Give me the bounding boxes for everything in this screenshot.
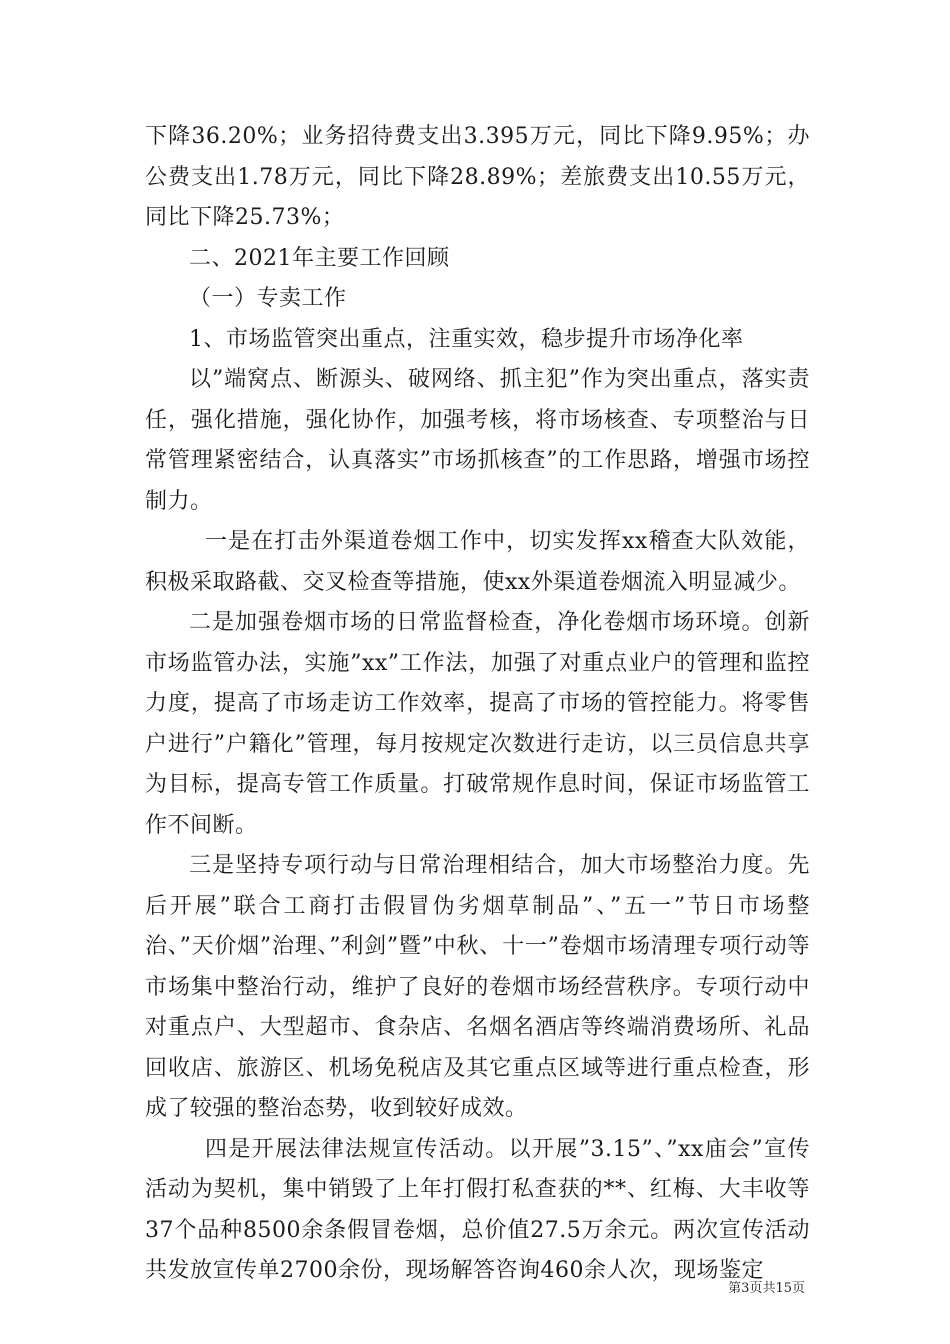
item-heading-market-supervision: 1、市场监管突出重点，注重实效，稳步提升市场净化率 (189, 326, 744, 352)
paragraph-point-four: 四是开展法律法规宣传活动。以开展”3.15”、”xx庙会”宣传活动为契机，集中销毁了上年打假打私查获的**、红梅、大丰收等37个品种8500余条假冒卷烟，总价值27.5万余元。两次宣传活动共发放宣传单2700余份，现场解答咨询460余人次，现场鉴定 (145, 1136, 810, 1283)
paragraph-point-three: 三是坚持专项行动与日常治理相结合，加大市场整治力度。先后开展”联合工商打击假冒伪劣烟草制品”、”五一”节日市场整治、”天价烟”治理、”利剑”暨”中秋、十一”卷烟市场清理专项行动等市场集中整治行动，维护了良好的卷烟市场经营秩序。专项行动中对重点户、大型超市、食杂店、名烟名酒店等终端消费场所、礼品回收店、旅游区、机场免税店及其它重点区域等进行重点检查，形成了较强的整治态势，收到较好成效。 (145, 853, 810, 1121)
document-body (145, 117, 810, 1292)
page-number: 第3页共15页 (728, 1281, 805, 1296)
paragraph-point-two: 二是加强卷烟市场的日常监督检查，净化卷烟市场环境。创新市场监管办法，实施”xx”工作法，加强了对重点业户的管理和监控力度，提高了市场走访工作效率，提高了市场的管控能力。将零售户进行”户籍化”管理，每月按规定次数进行走访，以三员信息共享为目标，提高专管工作质量。打破常规作息时间，保证市场监管工作不间断。 (145, 610, 810, 838)
subsection-heading-monopoly-work: （一）专卖工作 (189, 286, 347, 311)
paragraph-expense-summary: 下降36.20%；业务招待费支出3.395万元，同比下降9.95%；办公费支出1.78万元，同比下降28.89%；差旅费支出10.55万元，同比下降25.73%； (145, 124, 810, 230)
paragraph-focus-points: 以”端窝点、断源头、破网络、抓主犯”作为突出重点，落实责任，强化措施，强化协作，加强考核，将市场核查、专项整治与日常管理紧密结合，认真落实”市场抓核查”的工作思路，增强市场控制力。 (145, 367, 810, 514)
section-heading-2021-review: 二、2021年主要工作回顾 (189, 245, 450, 271)
paragraph-point-one: 一是在打击外渠道卷烟工作中，切实发挥xx稽查大队效能，积极采取路截、交叉检查等措施，使xx外渠道卷烟流入明显减少。 (145, 529, 810, 595)
